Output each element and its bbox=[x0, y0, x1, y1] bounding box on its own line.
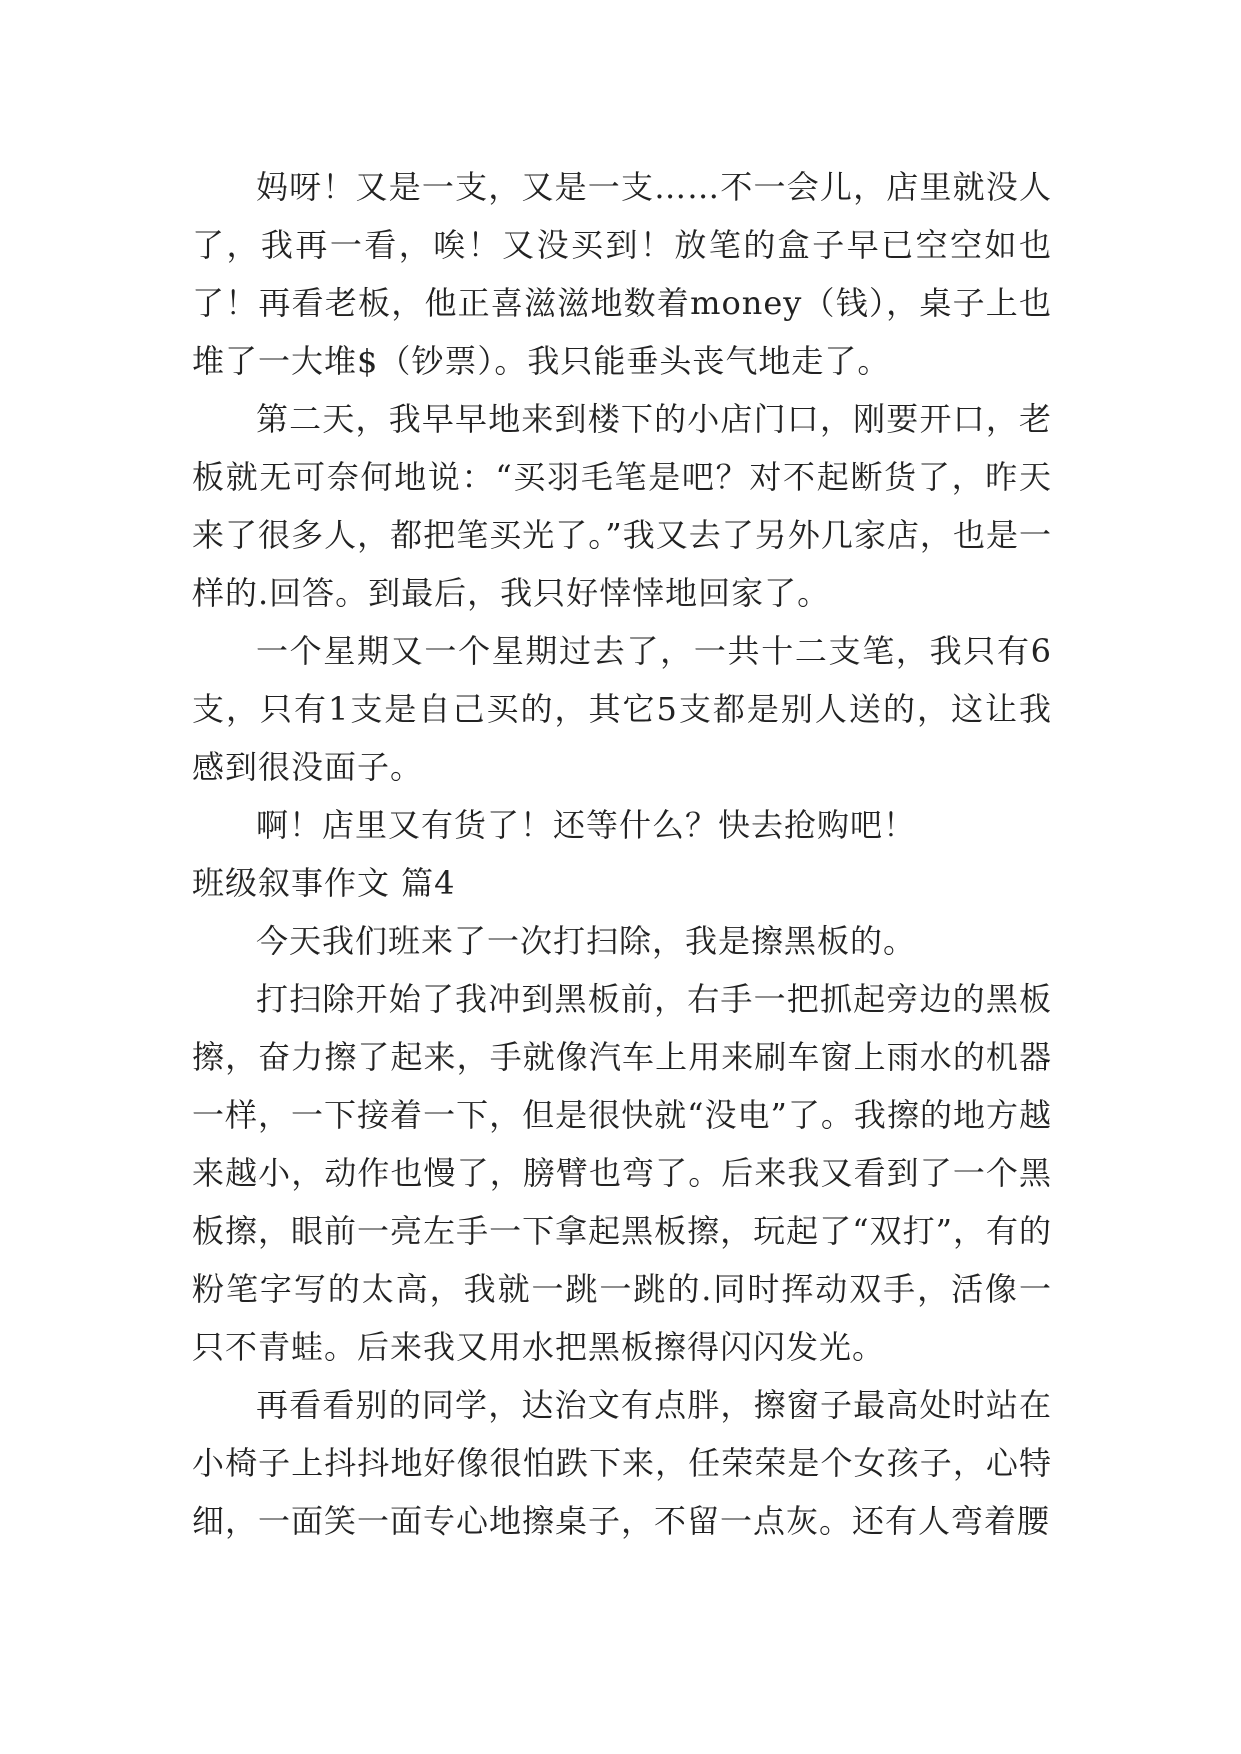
paragraph: 一个星期又一个星期过去了，一共十二支笔，我只有6支，只有1支是自己买的，其它5支都是别人送的，这让我感到很没面子。 bbox=[192, 632, 1052, 786]
paragraph: 今天我们班来了一次打扫除，我是擦黑板的。 bbox=[256, 922, 917, 960]
document-body bbox=[192, 158, 1052, 1550]
paragraph: 啊！店里又有货了！还等什么？快去抢购吧！ bbox=[256, 806, 917, 844]
paragraph: 再看看别的同学，达治文有点胖，擦窗子最高处时站在小椅子上抖抖地好像很怕跌下来，任荣荣是个女孩子，心特细，一面笑一面专心地擦桌子，不留一点灰。还有人弯着腰 bbox=[192, 1386, 1052, 1540]
section-heading: 班级叙事作文 篇4 bbox=[192, 864, 456, 902]
paragraph: 妈呀！又是一支，又是一支……不一会儿，店里就没人了，我再一看，唉！又没买到！放笔的盒子早已空空如也了！再看老板，他正喜滋滋地数着money（钱），桌子上也堆了一大堆$（钞票）。我只能垂头丧气地走了。 bbox=[192, 168, 1052, 380]
paragraph: 第二天，我早早地来到楼下的小店门口，刚要开口，老板就无可奈何地说：“买羽毛笔是吧？对不起断货了，昨天来了很多人，都把笔买光了。”我又去了另外几家店，也是一样的.回答。到最后，我只好悻悻地回家了。 bbox=[192, 400, 1052, 612]
paragraph: 打扫除开始了我冲到黑板前，右手一把抓起旁边的黑板擦，奋力擦了起来，手就像汽车上用来刷车窗上雨水的机器一样，一下接着一下，但是很快就“没电”了。我擦的地方越来越小，动作也慢了，膀臂也弯了。后来我又看到了一个黑板擦，眼前一亮左手一下拿起黑板擦，玩起了“双打”，有的粉笔字写的太高，我就一跳一跳的.同时挥动双手，活像一只不青蛙。后来我又用水把黑板擦得闪闪发光。 bbox=[192, 980, 1052, 1366]
